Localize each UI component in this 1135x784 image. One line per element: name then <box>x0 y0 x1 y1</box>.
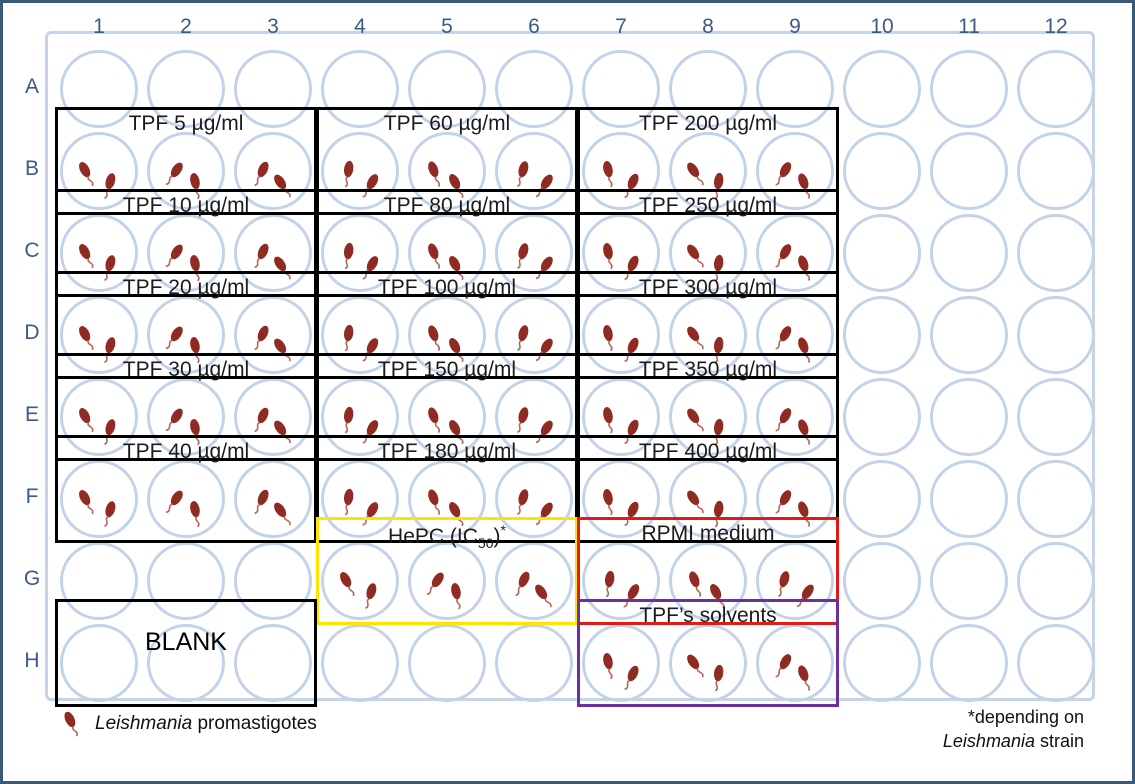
group-box-solvents[interactable] <box>577 599 839 707</box>
footnote-line-1: *depending on <box>967 707 1084 727</box>
column-label-1: 1 <box>93 15 105 38</box>
row-label-C: C <box>24 239 40 262</box>
well-H10[interactable] <box>843 624 921 702</box>
well-B12[interactable] <box>1017 132 1095 210</box>
column-label-7: 7 <box>615 15 627 38</box>
well-G11[interactable] <box>930 542 1008 620</box>
group-label-tpf-30: TPF 30 µg/ml <box>122 358 250 381</box>
group-label-tpf-40: TPF 40 µg/ml <box>122 440 250 463</box>
column-label-2: 2 <box>180 15 192 38</box>
row-label-G: G <box>23 567 41 590</box>
footnote <box>943 705 1084 754</box>
group-label-tpf-200: TPF 200 µg/ml <box>638 112 778 135</box>
well-A12[interactable] <box>1017 50 1095 128</box>
legend-label: Leishmania promastigotes <box>95 713 317 734</box>
row-label-A: A <box>24 75 39 98</box>
column-label-3: 3 <box>267 15 279 38</box>
group-label-tpf-150: TPF 150 µg/ml <box>377 358 517 381</box>
column-label-9: 9 <box>789 15 801 38</box>
group-label-tpf-20: TPF 20 µg/ml <box>122 276 250 299</box>
well-H5[interactable] <box>408 624 486 702</box>
well-H6[interactable] <box>495 624 573 702</box>
well-B10[interactable] <box>843 132 921 210</box>
well-B11[interactable] <box>930 132 1008 210</box>
group-label-tpf-80: TPF 80 µg/ml <box>383 194 511 217</box>
column-label-10: 10 <box>870 15 894 38</box>
parasite-icon <box>59 709 85 739</box>
column-label-5: 5 <box>441 15 453 38</box>
well-F10[interactable] <box>843 460 921 538</box>
well-A10[interactable] <box>843 50 921 128</box>
row-label-D: D <box>24 321 40 344</box>
column-label-4: 4 <box>354 15 366 38</box>
row-label-E: E <box>24 403 39 426</box>
group-label-tpf-60: TPF 60 µg/ml <box>383 112 511 135</box>
well-A11[interactable] <box>930 50 1008 128</box>
well-H4[interactable] <box>321 624 399 702</box>
well-D12[interactable] <box>1017 296 1095 374</box>
group-label-tpf-400: TPF 400 µg/ml <box>638 440 778 463</box>
row-label-H: H <box>24 649 40 672</box>
legend <box>59 709 317 739</box>
well-C12[interactable] <box>1017 214 1095 292</box>
well-H12[interactable] <box>1017 624 1095 702</box>
well-F12[interactable] <box>1017 460 1095 538</box>
group-label-tpf-300: TPF 300 µg/ml <box>638 276 778 299</box>
group-label-rpmi: RPMI medium <box>641 522 775 545</box>
row-label-F: F <box>25 485 39 508</box>
group-label-blank: BLANK <box>145 628 227 656</box>
group-label-hepc: HePC $(IC_{50})^*$ <box>388 522 506 552</box>
well-D10[interactable] <box>843 296 921 374</box>
row-label-B: B <box>24 157 39 180</box>
well-G10[interactable] <box>843 542 921 620</box>
group-label-tpf-250: TPF 250 µg/ml <box>638 194 778 217</box>
group-box-tpf-40[interactable] <box>55 435 317 543</box>
well-F11[interactable] <box>930 460 1008 538</box>
column-label-8: 8 <box>702 15 714 38</box>
group-label-tpf-100: TPF 100 µg/ml <box>377 276 517 299</box>
column-label-11: 11 <box>958 15 980 38</box>
footnote-line-2: Leishmania strain <box>942 731 1084 752</box>
well-E12[interactable] <box>1017 378 1095 456</box>
group-box-hepc[interactable] <box>316 517 578 625</box>
group-label-tpf-350: TPF 350 µg/ml <box>638 358 778 381</box>
well-H11[interactable] <box>930 624 1008 702</box>
group-label-solvents: TPF’s solvents <box>639 604 777 627</box>
well-G12[interactable] <box>1017 542 1095 620</box>
column-label-12: 12 <box>1044 15 1068 38</box>
group-label-tpf-5: TPF 5 µg/ml <box>128 112 244 135</box>
well-C11[interactable] <box>930 214 1008 292</box>
group-label-tpf-10: TPF 10 µg/ml <box>122 194 250 217</box>
well-D11[interactable] <box>930 296 1008 374</box>
well-E11[interactable] <box>930 378 1008 456</box>
column-label-6: 6 <box>528 15 540 38</box>
well-C10[interactable] <box>843 214 921 292</box>
group-label-tpf-180: TPF 180 µg/ml <box>377 440 517 463</box>
group-box-blank[interactable] <box>55 599 317 707</box>
well-E10[interactable] <box>843 378 921 456</box>
